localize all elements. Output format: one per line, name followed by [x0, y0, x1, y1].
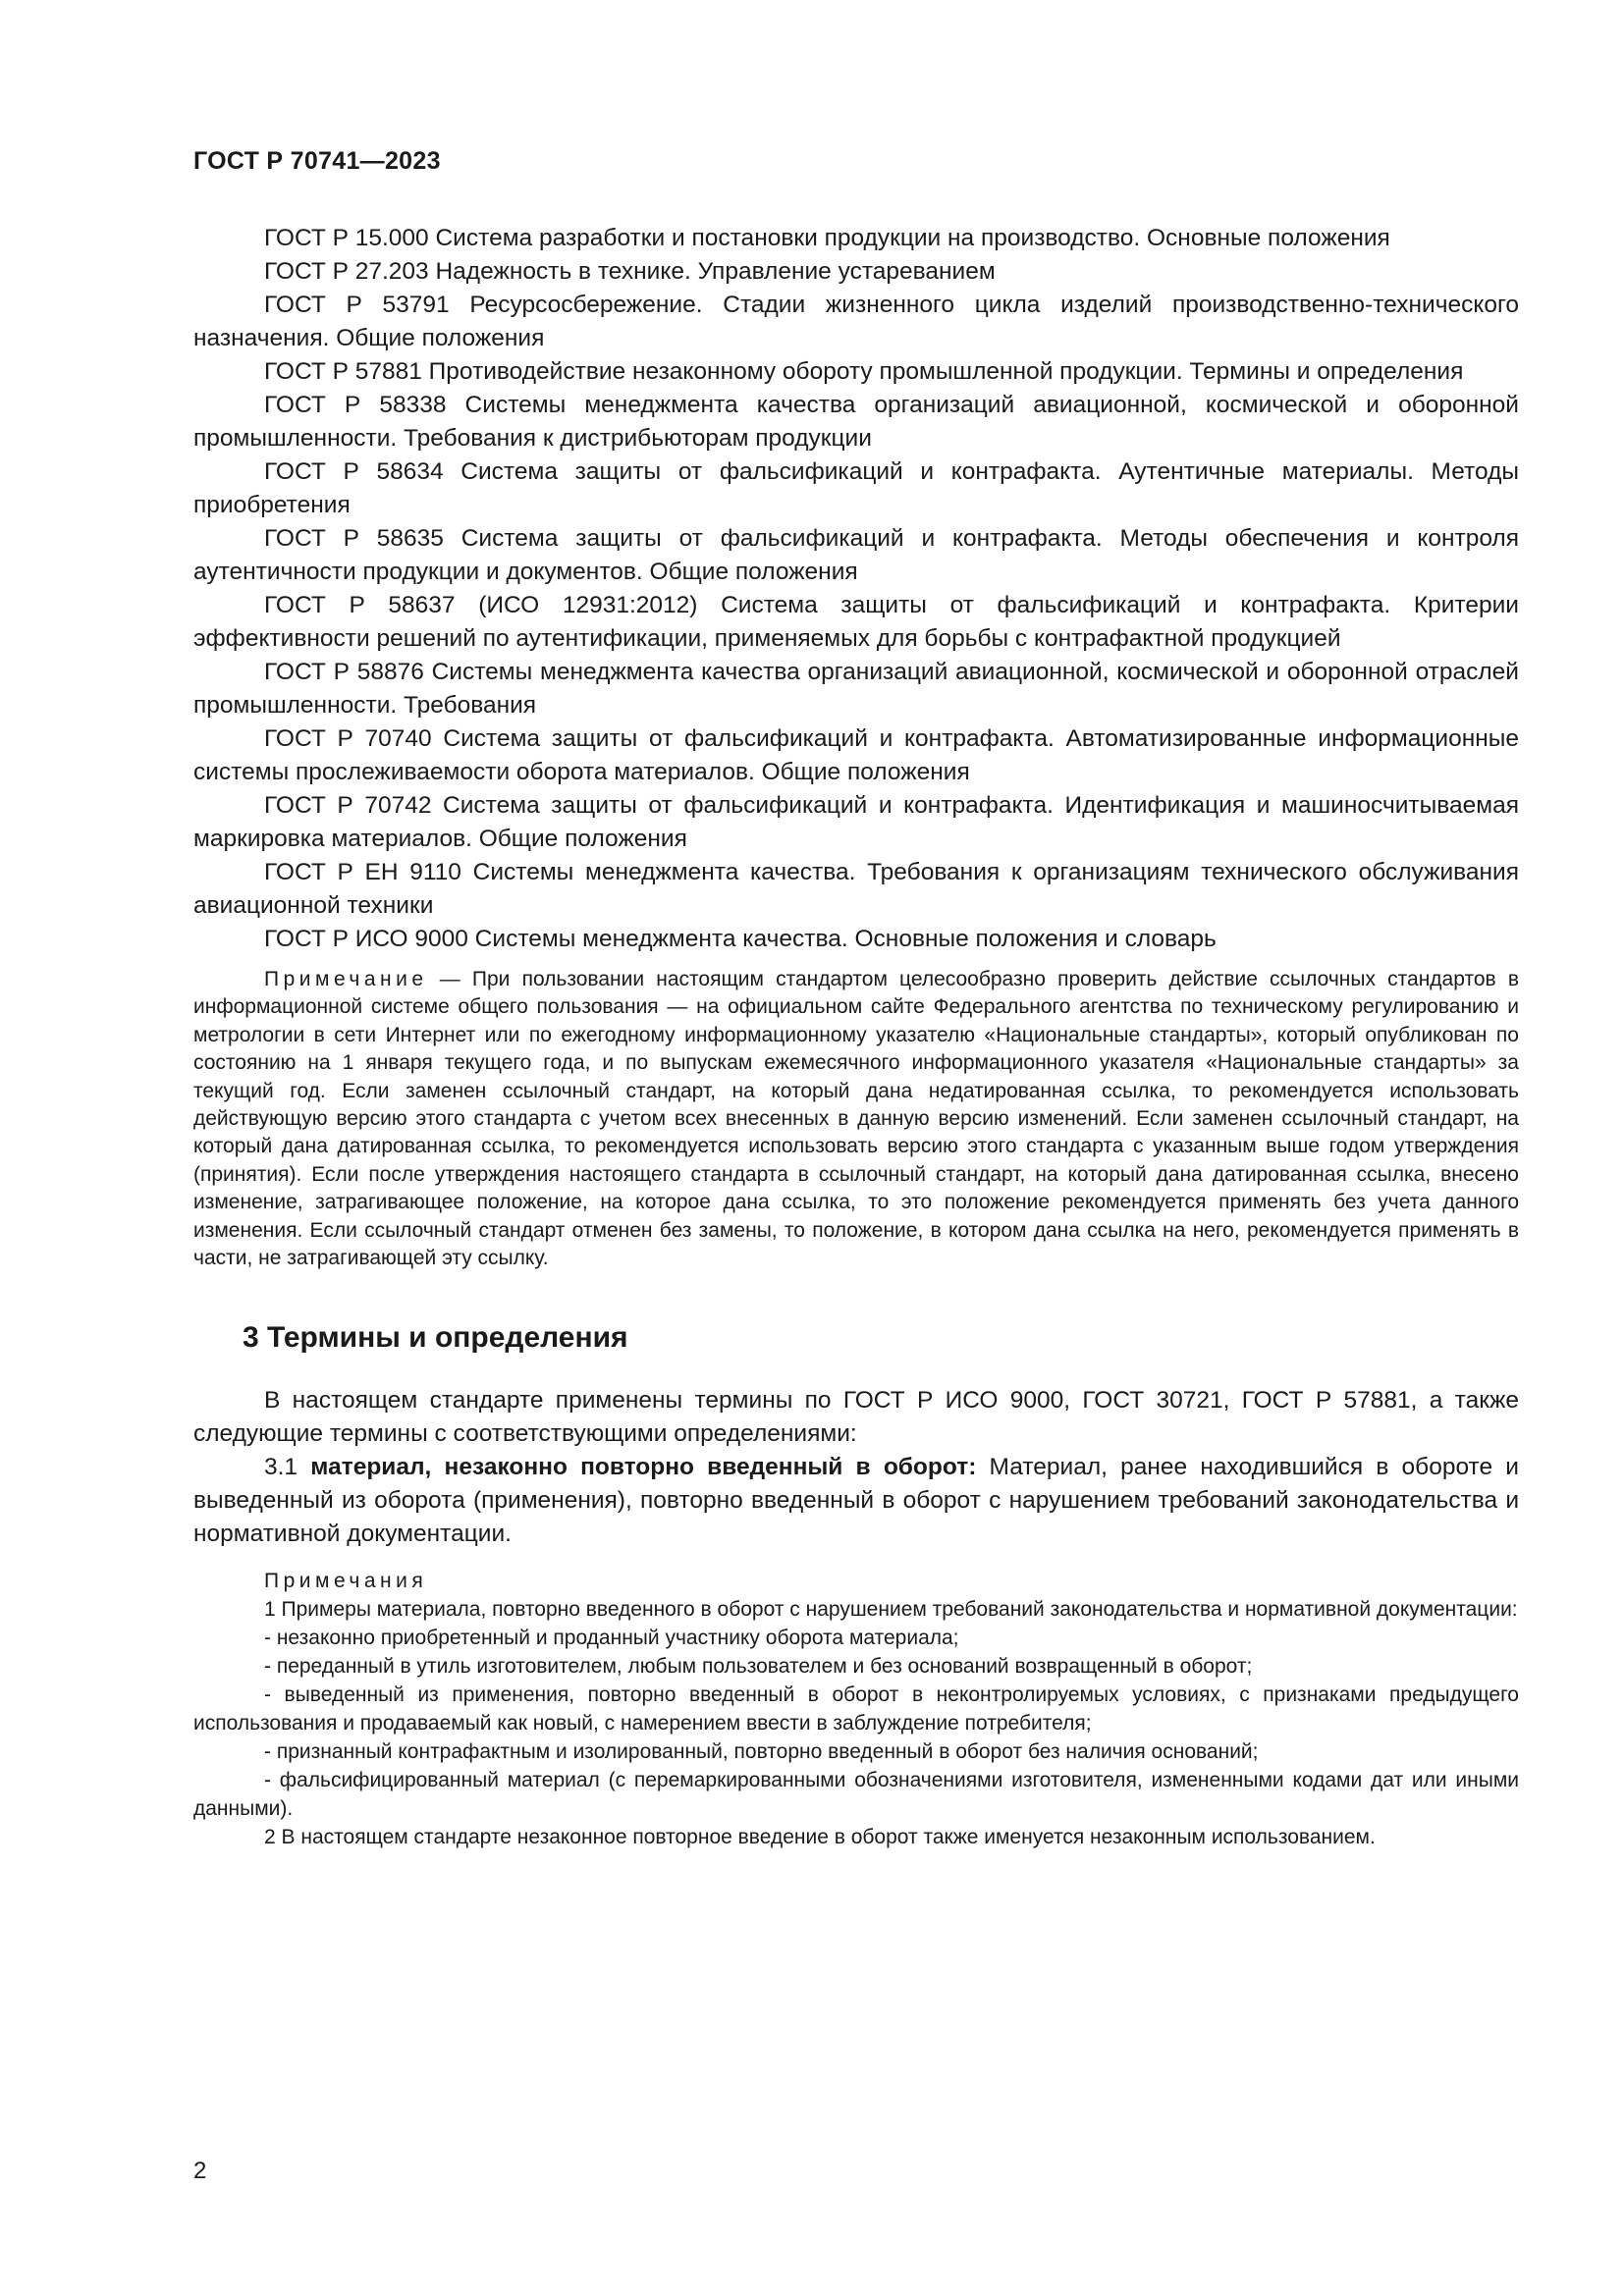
document-body — [193, 222, 1519, 1851]
reference-item: ГОСТ Р 27.203 Надежность в технике. Управление устареванием — [264, 258, 996, 285]
reference-item: ГОСТ Р 58635 Система защиты от фальсификаций и контрафакта. Методы обеспечения и контроля аутентичности продукции и документов. Общие положения — [193, 525, 1519, 585]
reference-item: ГОСТ Р ЕН 9110 Системы менеджмента качества. Требования к организациям технического обслуживания авиационной техники — [193, 859, 1519, 919]
term-number: 3.1 — [264, 1454, 311, 1481]
references-note — [193, 966, 1519, 1272]
normative-references-list — [193, 222, 1519, 956]
reference-item: ГОСТ Р 70742 Система защиты от фальсификаций и контрафакта. Идентификация и машиносчитываемая маркировка материалов. Общие положения — [193, 792, 1519, 852]
document-code-header: ГОСТ Р 70741—2023 — [193, 147, 441, 175]
reference-item: ГОСТ Р 58637 (ИСО 12931:2012) Система защиты от фальсификаций и контрафакта. Критерии эффективности решений по аутентификации, применяемых для борьбы с контрафактной продукцией — [193, 592, 1519, 652]
term-definition-text: Материал, ранее находившийся в обороте и выведенный из оборота (применения), повторно введенный в оборот с нарушением требований законодательства и нормативной документации. — [193, 1454, 1519, 1548]
term-note: - переданный в утиль изготовителем, любым пользователем и без оснований возвращенный в оборот; — [264, 1655, 1253, 1679]
term-note: - признанный контрафактным и изолированный, повторно введенный в оборот без наличия оснований; — [264, 1740, 1259, 1764]
term-note: - незаконно приобретенный и проданный участнику оборота материала; — [264, 1627, 959, 1650]
term-note: - выведенный из применения, повторно введенный в оборот в неконтролируемых условиях, с признаками предыдущего использования и продаваемый как новый, с намерением ввести в заблуждение потребителя; — [193, 1683, 1519, 1735]
term-note: 1 Примеры материала, повторно введенного в оборот с нарушением требований законодательства и нормативной документации: — [264, 1598, 1518, 1622]
term-definition — [193, 1451, 1519, 1551]
reference-item: ГОСТ Р 58634 Система защиты от фальсификаций и контрафакта. Аутентичные материалы. Методы приобретения — [193, 458, 1519, 518]
note-label: Примечание — [264, 968, 428, 990]
reference-item: ГОСТ Р ИСО 9000 Системы менеджмента качества. Основные положения и словарь — [264, 926, 1217, 952]
note-text: — При пользовании настоящим стандартом целесообразно проверить действие ссылочных стандартов в информационной системе общего пользования — на официальном сайте Федерального агентства по техническому регулированию и метрологии в сети Интернет или по ежегодному информационному указателю «Национальные стандарты», который опубликован по состоянию на 1 января текущего года, и по выпускам ежемесячного информационного указателя «Национальные стандарты» за текущий год. Если заменен ссылочный стандарт, на который дана недатированная ссылка, то рекомендуется использовать действующую версию этого стандарта с учетом всех внесенных в данную версию изменений. Если заменен ссылочный стандарт, на который дана датированная ссылка, то рекомендуется использовать версию этого стандарта с указанным выше годом утверждения (принятия). Если после утверждения настоящего стандарта в ссылочный стандарт, на который дана датированная ссылка, внесено изменение, затрагивающее положение, на которое дана ссылка, то это положение рекомендуется применять без учета данного изменения. Если ссылочный стандарт отменен без замены, то положение, в котором дана ссылка на него, рекомендуется применять в части, не затрагивающей эту ссылку. — [193, 968, 1519, 1270]
reference-item: ГОСТ Р 57881 Противодействие незаконному обороту промышленной продукции. Термины и определения — [264, 358, 1464, 385]
term-note: 2 В настоящем стандарте незаконное повторное введение в оборот также именуется незаконным использованием. — [264, 1826, 1376, 1849]
reference-item: ГОСТ Р 15.000 Система разработки и постановки продукции на производство. Основные положения — [264, 225, 1390, 251]
reference-item: ГОСТ Р 70740 Система защиты от фальсификаций и контрафакта. Автоматизированные информационные системы прослеживаемости оборота материалов. Общие положения — [193, 725, 1519, 785]
term-note: - фальсифицированный материал (с перемаркированными обозначениями изготовителя, измененными кодами дат или иными данными). — [193, 1769, 1519, 1821]
term-name: материал, незаконно повторно введенный в оборот: — [310, 1454, 977, 1481]
reference-item: ГОСТ Р 58876 Системы менеджмента качества организаций авиационной, космической и оборонной отраслей промышленности. Требования — [193, 659, 1519, 719]
page-number: 2 — [193, 2158, 207, 2184]
section-intro: В настоящем стандарте применены термины по ГОСТ Р ИСО 9000, ГОСТ 30721, ГОСТ Р 57881, а также следующие термины с соответствующими определениями: — [193, 1387, 1519, 1448]
reference-item: ГОСТ Р 53791 Ресурсосбережение. Стадии жизненного цикла изделий производственно-технического назначения. Общие положения — [193, 292, 1519, 351]
notes-label: Примечания — [264, 1570, 428, 1593]
reference-item: ГОСТ Р 58338 Системы менеджмента качества организаций авиационной, космической и оборонной промышленности. Требования к дистрибьюторам продукции — [193, 392, 1519, 452]
section-title: 3 Термины и определения — [243, 1321, 628, 1355]
